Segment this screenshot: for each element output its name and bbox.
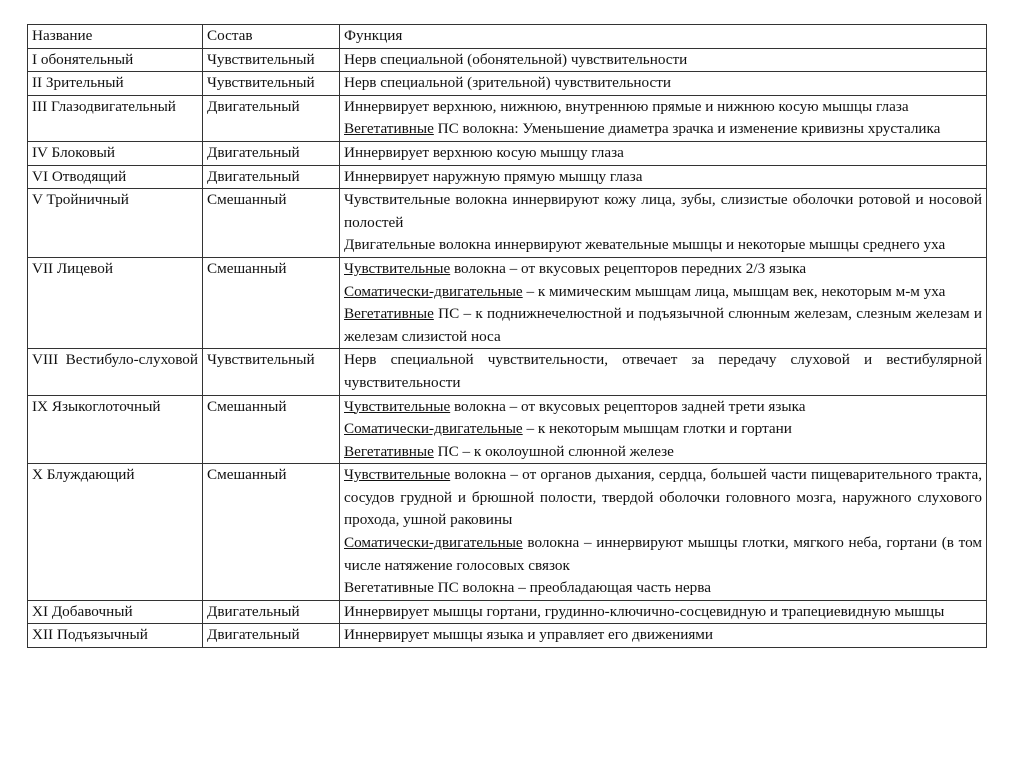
function-text: Иннервирует наружную прямую мышцу глаза [344, 167, 643, 185]
function-text: – к мимическим мышцам лица, мышцам век, некоторым м-м уха [522, 282, 946, 300]
nerve-composition: Двигательный [203, 600, 340, 624]
function-text: волокна – иннервируют мышцы глотки, мягкого неба, гортани (в том числе натяжение голосовых связок [344, 534, 982, 574]
function-line [344, 281, 982, 304]
nerve-name: X Блуждающий [32, 466, 135, 484]
table-row [28, 349, 987, 395]
nerve-function-cell [340, 95, 987, 141]
function-line [344, 49, 982, 72]
fiber-type-label: Соматически-двигательные [344, 420, 523, 438]
table-row [28, 600, 987, 624]
nerve-composition: Смешанный [203, 257, 340, 348]
function-line [344, 189, 982, 234]
nerve-name-cell [28, 395, 203, 464]
nerve-function-cell [340, 72, 987, 96]
nerve-composition: Чувствительный [203, 72, 340, 96]
nerve-name: VII Лицевой [32, 259, 113, 277]
nerve-name: XII Подъязычный [32, 626, 148, 644]
table-body [28, 48, 987, 647]
function-line [344, 349, 982, 394]
nerve-name: IX Языкоглоточный [32, 397, 161, 415]
nerve-name-cell [28, 72, 203, 96]
fiber-type-label: Чувствительные [344, 466, 451, 484]
nerve-name: III Глазодвигательный [32, 97, 176, 115]
nerve-composition: Двигательный [203, 141, 340, 165]
fiber-type-label: Вегетативные [344, 120, 434, 138]
function-text: Чувствительные волокна иннервируют кожу лица, зубы, слизистые оболочки ротовой и носовой полостей [344, 191, 982, 231]
nerve-name: V Тройничный [32, 191, 129, 209]
function-text: Иннервирует мышцы гортани, грудинно-ключично-сосцевидную и трапециевидную мышцы [344, 602, 945, 620]
nerve-function-cell [340, 395, 987, 464]
table-row [28, 72, 987, 96]
function-line [344, 72, 982, 95]
function-text: Нерв специальной (обонятельной) чувствительности [344, 50, 688, 68]
nerve-composition: Двигательный [203, 624, 340, 648]
nerve-composition: Двигательный [203, 165, 340, 189]
nerve-name: II Зрительный [32, 74, 124, 92]
table-row [28, 189, 987, 258]
function-text: – к некоторым мышцам глотки и гортани [522, 420, 792, 438]
nerve-name: I обонятельный [32, 50, 134, 68]
nerve-name-cell [28, 349, 203, 395]
function-text: Нерв специальной (зрительной) чувствительности [344, 74, 672, 92]
fiber-type-label: Вегетативные [344, 442, 434, 460]
function-line [344, 577, 982, 600]
function-line [344, 166, 982, 189]
nerve-composition: Смешанный [203, 189, 340, 258]
function-line [344, 303, 982, 348]
header-name: Название [28, 25, 203, 49]
function-text: Иннервирует верхнюю косую мышцу глаза [344, 143, 624, 161]
table-row [28, 95, 987, 141]
nerve-composition: Смешанный [203, 395, 340, 464]
function-line [344, 418, 982, 441]
function-text: ПС – к поднижнечелюстной и подъязычной слюнным железам, слезным железам и железам слизистой носа [344, 305, 982, 345]
header-function: Функция [340, 25, 987, 49]
function-text: волокна – от органов дыхания, сердца, большей части пищеварительного тракта, сосудов грудной и брюшной полости, твердой оболочки головного мозга, наружного слухового прохода, ушной раковины [344, 466, 982, 529]
function-text: волокна – от вкусовых рецепторов передних 2/3 языка [450, 259, 807, 277]
nerve-function-cell [340, 464, 987, 601]
function-text: ПС – к околоушной слюнной железе [433, 442, 674, 460]
table-row [28, 48, 987, 72]
nerve-name: IV Блоковый [32, 143, 115, 161]
nerve-composition: Чувствительный [203, 349, 340, 395]
nerve-name: VIII Вестибуло-слуховой [32, 351, 198, 369]
nerve-function-cell [340, 600, 987, 624]
function-line [344, 601, 982, 624]
nerve-function-cell [340, 257, 987, 348]
nerve-function-cell [340, 165, 987, 189]
function-line [344, 532, 982, 577]
table-row [28, 141, 987, 165]
nerve-name: VI Отводящий [32, 167, 127, 185]
function-text: Иннервирует мышцы языка и управляет его движениями [344, 626, 714, 644]
nerve-name-cell [28, 464, 203, 601]
fiber-type-label: Соматически-двигательные [344, 534, 523, 552]
function-text: Нерв специальной чувствительности, отвечает за передачу слуховой и вестибулярной чувствительности [344, 351, 982, 391]
nerve-function-cell [340, 349, 987, 395]
header-composition: Состав [203, 25, 340, 49]
fiber-type-label: Чувствительные [344, 259, 451, 277]
function-line [344, 142, 982, 165]
function-line [344, 234, 982, 257]
nerve-name-cell [28, 257, 203, 348]
function-text: Иннервирует верхнюю, нижнюю, внутреннюю прямые и нижнюю косую мышцы глаза [344, 97, 909, 115]
function-line [344, 396, 982, 419]
fiber-type-label: Чувствительные [344, 397, 451, 415]
table-row [28, 395, 987, 464]
nerve-name-cell [28, 624, 203, 648]
table-row [28, 464, 987, 601]
nerve-name-cell [28, 189, 203, 258]
nerve-function-cell [340, 141, 987, 165]
fiber-type-label: Соматически-двигательные [344, 282, 523, 300]
function-line [344, 96, 982, 119]
function-text: Вегетативные ПС волокна – преобладающая часть нерва [344, 579, 711, 597]
table-row [28, 624, 987, 648]
nerve-name-cell [28, 165, 203, 189]
function-text: Двигательные волокна иннервируют жевательные мышцы и некоторые мышцы среднего уха [344, 236, 946, 254]
nerve-composition: Смешанный [203, 464, 340, 601]
function-line [344, 118, 982, 141]
nerve-name: XI Добавочный [32, 602, 133, 620]
function-line [344, 464, 982, 532]
function-text: ПС волокна: Уменьшение диаметра зрачка и изменение кривизны хрусталика [433, 120, 941, 138]
nerve-function-cell [340, 48, 987, 72]
function-line [344, 441, 982, 464]
nerve-composition: Двигательный [203, 95, 340, 141]
nerve-name-cell [28, 48, 203, 72]
table-header-row [28, 25, 987, 49]
table-row [28, 257, 987, 348]
nerve-composition: Чувствительный [203, 48, 340, 72]
fiber-type-label: Вегетативные [344, 305, 434, 323]
function-text: волокна – от вкусовых рецепторов задней трети языка [450, 397, 806, 415]
nerve-name-cell [28, 141, 203, 165]
nerve-function-cell [340, 624, 987, 648]
nerve-name-cell [28, 600, 203, 624]
function-line [344, 624, 982, 647]
function-line [344, 258, 982, 281]
cranial-nerves-table [27, 24, 987, 648]
nerve-function-cell [340, 189, 987, 258]
nerve-name-cell [28, 95, 203, 141]
table-row [28, 165, 987, 189]
